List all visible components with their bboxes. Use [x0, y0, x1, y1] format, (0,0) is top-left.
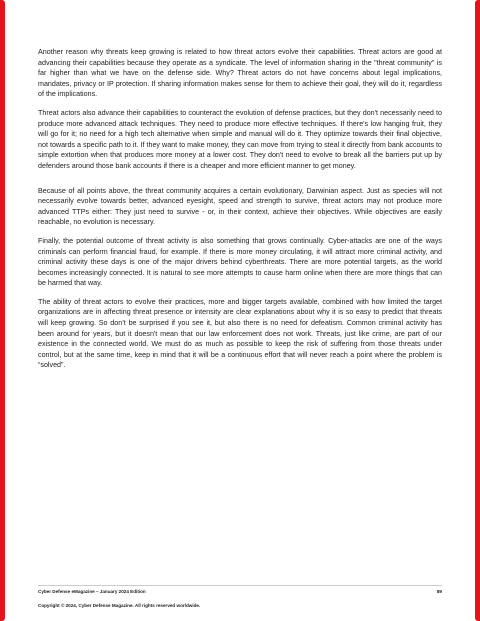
- footer-divider: [38, 585, 442, 586]
- right-red-border: [475, 0, 480, 621]
- footer-edition-row: [38, 589, 442, 594]
- paragraph-2: Threat actors also advance their capabilities to counteract the evolution of defense practices, but they don't necessarily need to produce more advanced attack techniques. They need to produce more effective techniques. If there's low hanging fruit, they will go for it; no need for a high tech alternative when simple and manual will do it. They optimize towards their final objective, not towards a specific path to it. If they want to make money, they can move from trying to steal it directly from bank accounts to simple extortion when that produces more money at a lower cost. They don't need to evolve to break all the barriers put up by defenders around those bank accounts if there is a cheaper and more efficient manner to get money.: [38, 108, 442, 170]
- footer-copyright: Copyright © 2024, Cyber Defense Magazine. All rights reserved worldwide.: [38, 603, 201, 608]
- footer-edition: Cyber Defense eMagazine – January 2024 Edition: [38, 589, 146, 594]
- article-body: [38, 47, 442, 379]
- paragraph-1: Another reason why threats keep growing is related to how threat actors evolve their capabilities. Threat actors are good at advancing their capabilities because they operate as a syndicate. The level of information sharing in the "threat community" is far higher than what we have on the defense side. Why? Threat actors do not have concerns about legal implications, mandates, privacy or IP protection. If sharing information makes sense for them to achieve their goal, they will do it, regardless of the implications.: [38, 48, 442, 99]
- paragraph-5: The ability of threat actors to evolve their practices, more and bigger targets available, combined with how limited the target organizations are in affecting threat presence or intensity are clear explanations about why it is so easy to predict that threats will keep growing. So don’t be surprised if you see it, but also there is no need for defeatism. Common criminal activity has been around for years, but it doesn't mean that our law enforcement does not work. Threats, just like crime, are part of our existence in the connected world. We must do as much as possible to keep the risk of suffering from those threats under control, but at the same time, keep in mind that it will be a continuous effort that will never reach a point where the problem is “solved”.: [38, 297, 442, 370]
- paragraph-4: Finally, the potential outcome of threat activity is also something that grows continually. Cyber-attacks are one of the ways criminals can perform financial fraud, for example. If there is more money circulating, it will attract more criminal activity, and criminal activity these days is one of the major drivers behind cyberthreats. There are more potential targets, as the world becomes increasingly connected. It is natural to see more attempts to cause harm online when there are more things that can be harmed that way.: [38, 236, 442, 288]
- paragraph-3: Because of all points above, the threat community acquires a certain evolutionary, Darwinian aspect. Just as species will not necessarily evolve towards better, advanced eyesight, speed and strength to survive, threat actors may not produce more advanced TTPs either: They just need to survive - or, in their context, achieve their objectives. While objectives are easily reachable, no evolution is necessary.: [38, 186, 442, 227]
- left-red-border: [0, 0, 5, 621]
- footer-page-number: 89: [436, 589, 442, 594]
